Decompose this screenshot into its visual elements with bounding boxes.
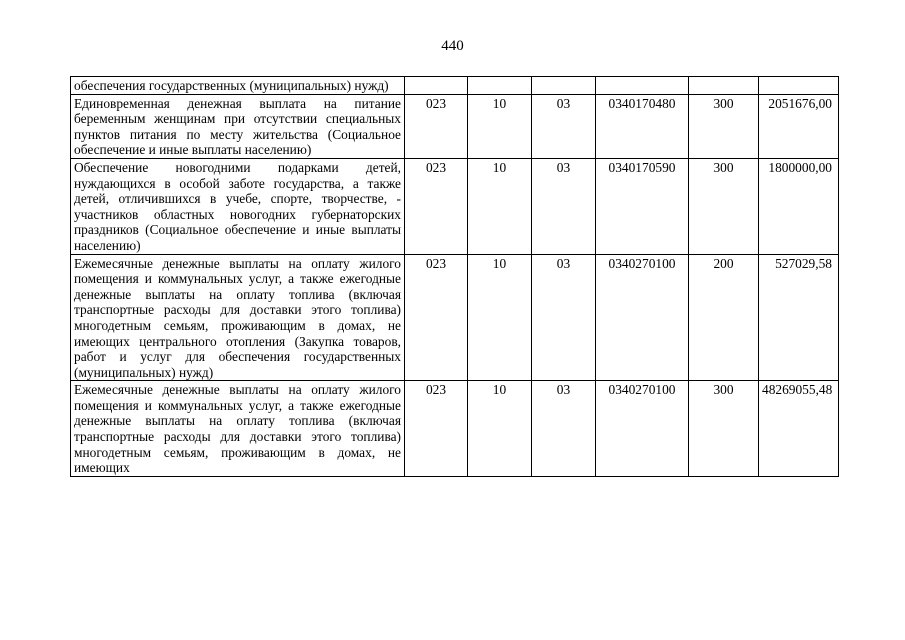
table-row (71, 94, 839, 158)
table-row (71, 158, 839, 254)
table-row (71, 381, 839, 477)
section-code: 10 (468, 381, 532, 477)
target-code (596, 77, 689, 95)
amount: 527029,58 (759, 254, 839, 381)
ministry-code: 023 (405, 158, 468, 254)
table-row (71, 254, 839, 381)
row-description: Ежемесячные денежные выплаты на оплату жилого помещения и коммунальных услуг, а также ежегодные денежные выплаты на оплату топлива (включая транспортные расходы для доставки этого топлива) многодетным семьям, проживающим в домах, не имеющих центрального отопления (Закупка товаров, работ и услуг для обеспечения государственных (муниципальных) нужд) (71, 254, 405, 381)
section-code (468, 77, 532, 95)
expense-type-code (689, 77, 759, 95)
target-code: 0340170590 (596, 158, 689, 254)
target-code: 0340170480 (596, 94, 689, 158)
ministry-code: 023 (405, 254, 468, 381)
subsection-code: 03 (532, 94, 596, 158)
table-row (71, 77, 839, 95)
row-description: Ежемесячные денежные выплаты на оплату жилого помещения и коммунальных услуг, а также ежегодные денежные выплаты на оплату топлива (включая транспортные расходы для доставки этого топлива) многодетным семьям, проживающим в домах, не имеющих (71, 381, 405, 477)
subsection-code: 03 (532, 158, 596, 254)
target-code: 0340270100 (596, 254, 689, 381)
subsection-code (532, 77, 596, 95)
ministry-code (405, 77, 468, 95)
amount: 1800000,00 (759, 158, 839, 254)
amount: 48269055,48 (759, 381, 839, 477)
section-code: 10 (468, 94, 532, 158)
amount (759, 77, 839, 95)
row-description: Единовременная денежная выплата на питание беременным женщинам при отсутствии специальных пунктов питания по месту жительства (Социальное обеспечение и иные выплаты населению) (71, 94, 405, 158)
subsection-code: 03 (532, 381, 596, 477)
expense-type-code: 200 (689, 254, 759, 381)
subsection-code: 03 (532, 254, 596, 381)
expense-type-code: 300 (689, 381, 759, 477)
ministry-code: 023 (405, 94, 468, 158)
section-code: 10 (468, 158, 532, 254)
section-code: 10 (468, 254, 532, 381)
target-code: 0340270100 (596, 381, 689, 477)
ministry-code: 023 (405, 381, 468, 477)
expense-type-code: 300 (689, 94, 759, 158)
page-number: 440 (441, 38, 464, 54)
row-description: Обеспечение новогодними подарками детей, нуждающихся в особой заботе государства, а также детей, отличившихся в учебе, спорте, творчестве, - участников областных новогодних губернаторских праздников (Социальное обеспечение и иные выплаты населению) (71, 158, 405, 254)
budget-table (70, 76, 839, 477)
expense-type-code: 300 (689, 158, 759, 254)
row-description: обеспечения государственных (муниципальных) нужд) (71, 77, 405, 95)
amount: 2051676,00 (759, 94, 839, 158)
